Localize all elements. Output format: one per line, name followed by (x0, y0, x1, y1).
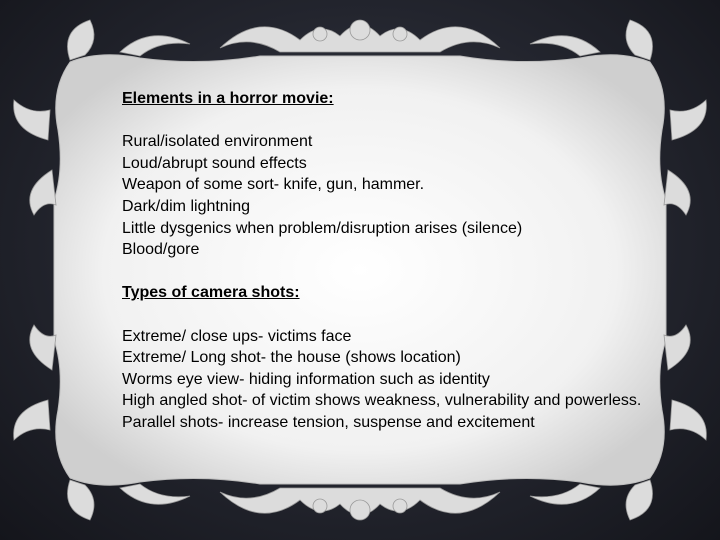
list-item: Worms eye view- hiding information such as identity (122, 370, 490, 388)
spacer (122, 261, 642, 283)
list-item: Extreme/ close ups- victims face (122, 327, 352, 345)
right-ornament (664, 100, 706, 440)
list-item: Parallel shots- increase tension, suspense and excitement (122, 413, 535, 431)
bottom-ornament (68, 480, 653, 520)
slide-content (122, 88, 642, 434)
list-item: Blood/gore (122, 241, 200, 259)
elements-list (122, 131, 642, 261)
list-item: Extreme/ Long shot- the house (shows location) (122, 349, 461, 367)
section-heading-elements: Elements in a horror movie: (122, 90, 334, 107)
left-ornament (14, 100, 56, 440)
list-item: Weapon of some sort- knife, gun, hammer. (122, 176, 425, 194)
spacer (122, 304, 642, 326)
section-heading-camera-shots: Types of camera shots: (122, 284, 300, 302)
list-item: Loud/abrupt sound effects (122, 154, 307, 172)
top-ornament (68, 20, 653, 60)
list-item: Dark/dim lightning (122, 197, 251, 215)
list-item: Little dysgenics when problem/disruption arises (silence) (122, 219, 523, 237)
spacer (122, 110, 642, 132)
list-item: High angled shot- of victim shows weakness, vulnerability and powerless. (122, 392, 642, 410)
camera-shots-list (122, 326, 642, 434)
list-item: Rural/isolated environment (122, 133, 313, 151)
